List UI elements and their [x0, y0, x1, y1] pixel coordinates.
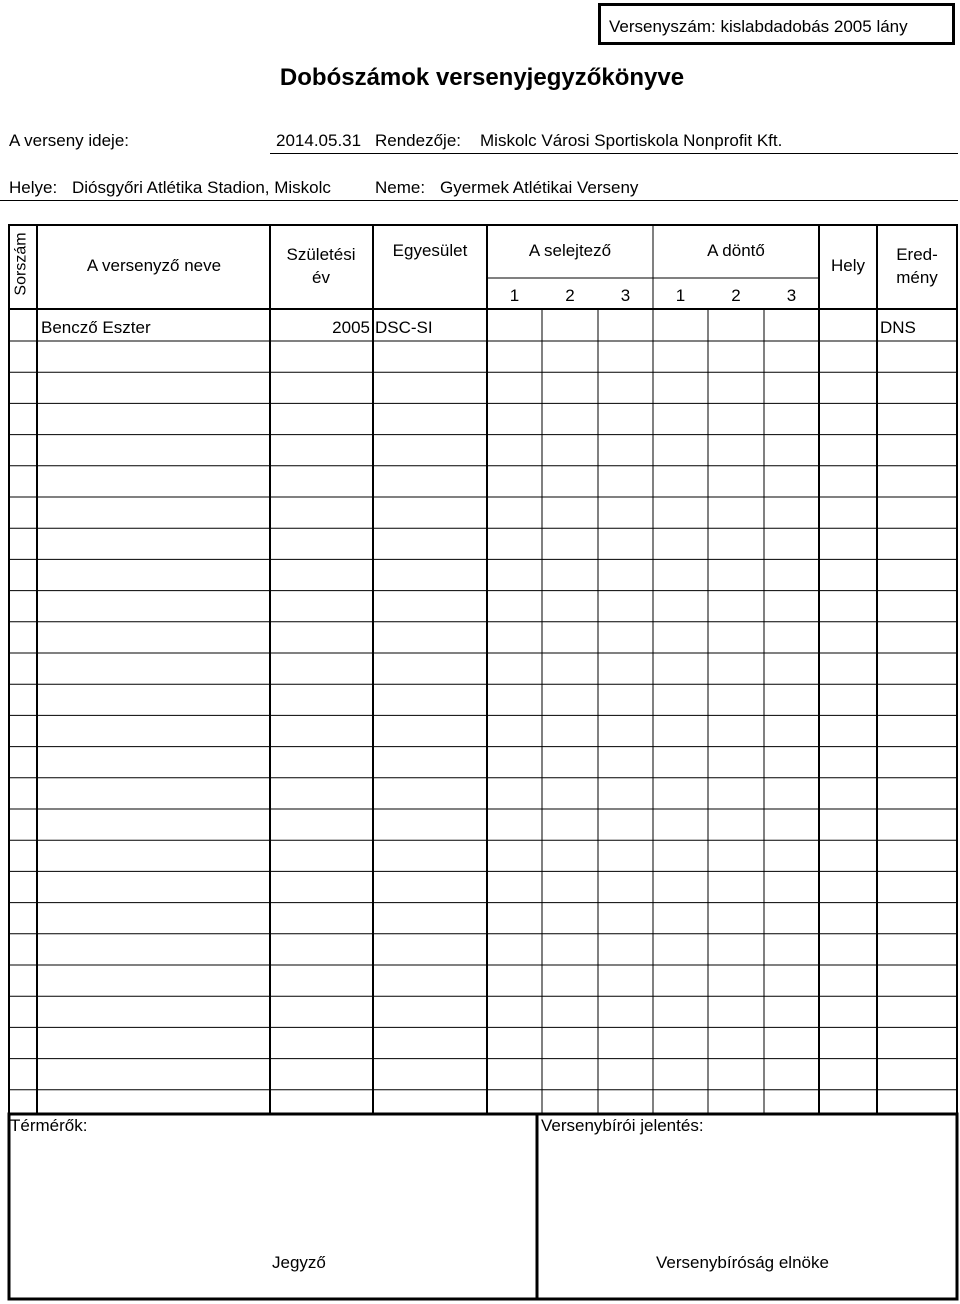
venue-label: Helye: [9, 178, 58, 197]
page-title: Dobószámok versenyjegyzőkönyve [279, 64, 685, 91]
attempt-header: 2 [565, 286, 575, 305]
organizer-value: Miskolc Városi Sportiskola Nonprofit Kft. [480, 131, 783, 150]
organizer-label: Rendezője: [375, 131, 462, 150]
gender-value: Gyermek Atlétikai Verseny [440, 178, 639, 197]
competitor-club: DSC-SI [375, 318, 433, 337]
column-header-birth-2: év [312, 268, 330, 287]
column-header-place: Hely [830, 256, 865, 275]
column-header-final: A döntő [707, 241, 765, 260]
gender-label: Neme: [375, 178, 426, 197]
event-box [598, 3, 955, 45]
date-label: A verseny ideje: [9, 131, 130, 150]
divider [0, 200, 958, 201]
attempt-header: 3 [786, 286, 797, 305]
column-header-qualifier: A selejtező [528, 241, 612, 260]
clerk-signature-label: Jegyző [272, 1253, 326, 1272]
column-header-result-2: mény [896, 268, 938, 287]
attempt-header: 1 [509, 286, 520, 305]
divider [270, 153, 958, 154]
column-header-result: Ered- [896, 245, 938, 264]
date-value: 2014.05.31 [276, 131, 362, 150]
venue-value: Diósgyőri Atlétika Stadion, Miskolc [72, 178, 331, 197]
column-header-name: A versenyző neve [86, 256, 222, 275]
measurers-label: Térmérők: [10, 1116, 88, 1135]
column-header-birth: Születési [286, 245, 356, 264]
competitor-name: Bencző Eszter [41, 318, 151, 337]
competitor-birth-year: 2005 [332, 318, 370, 337]
competitor-result: DNS [880, 318, 916, 337]
chair-signature-label: Versenybíróság elnöke [656, 1253, 829, 1272]
event-label: Versenyszám: kislabdadobás 2005 lány [609, 17, 908, 36]
attempt-header: 3 [620, 286, 631, 305]
attempt-header: 1 [675, 286, 686, 305]
column-header-club: Egyesület [392, 241, 468, 260]
judges-report-label: Versenybírói jelentés: [541, 1116, 704, 1135]
column-header-order: Sorszám [13, 232, 30, 296]
attempt-header: 2 [731, 286, 741, 305]
